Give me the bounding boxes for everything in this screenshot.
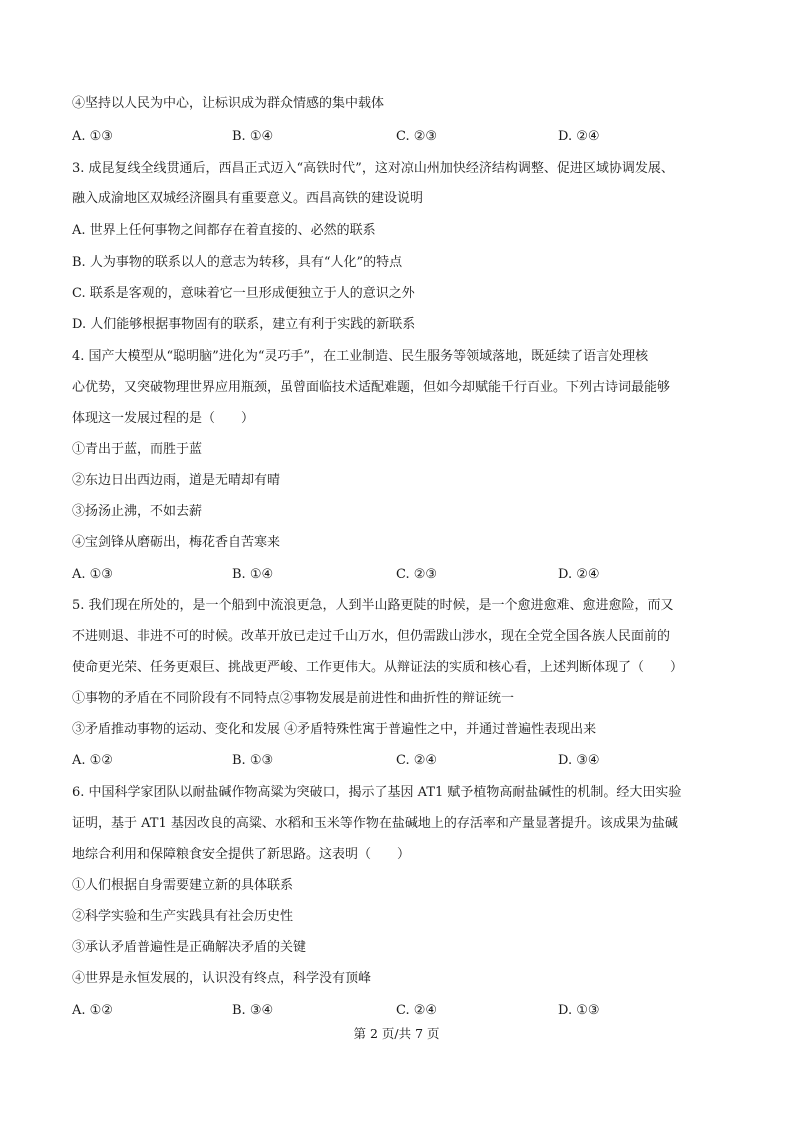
q6-stem-line-2: 证明，基于 AT1 基因改良的高粱、水稻和玉米等作物在盐碱地上的存活率和产量显著提升。该成果为盐碱 (72, 816, 678, 831)
statement-4: ④坚持以人民为中心，让标识成为群众情感的集中载体 (72, 96, 385, 111)
q3-stem-line-2: 融入成渝地区双城经济圈具有重要意义。西昌高铁的建设说明 (72, 191, 424, 206)
q4-statement-1: ①青出于蓝，而胜于蓝 (72, 442, 203, 457)
q5-options (72, 752, 732, 770)
q3-stem-line-1: 3. 成昆复线全线贯通后，西昌正式迈入“高铁时代”，这对凉山州加快经济结构调整、促进区域协调发展、 (72, 161, 674, 176)
q2-option-a: A. ①③ (72, 129, 113, 144)
q4-options (72, 566, 732, 584)
page-footer: 第 2 页/共 7 页 (353, 1026, 440, 1041)
q4-statement-2: ②东边日出西边雨，道是无晴却有晴 (72, 473, 281, 488)
q4-option-b: B. ①④ (232, 567, 274, 582)
q5-stem-line-1: 5. 我们现在所处的，是一个船到中流浪更急，人到半山路更陡的时候，是一个愈进愈难、愈进愈险，而又 (72, 598, 674, 613)
q6-stem-line-1: 6. 中国科学家团队以耐盐碱作物高粱为突破口，揭示了基因 AT1 赋予植物高耐盐碱性的机制。经大田实验 (72, 785, 682, 800)
q5-option-a: A. ①② (72, 753, 113, 768)
q6-option-c: C. ②④ (396, 1003, 438, 1018)
q4-statement-3: ③扬汤止沸，不如去薪 (72, 504, 203, 519)
q5-option-c: C. ②④ (396, 753, 438, 768)
q4-stem-line-3: 体现这一发展过程的是（ ） (72, 411, 255, 426)
q4-stem-line-1: 4. 国产大模型从“聪明脑”进化为“灵巧手”，在工业制造、民生服务等领域落地，既延续了语言处理核 (72, 349, 649, 364)
q2-option-c: C. ②③ (396, 129, 438, 144)
q4-option-a: A. ①③ (72, 567, 113, 582)
q2-options (72, 128, 732, 146)
q6-option-b: B. ③④ (232, 1003, 274, 1018)
q4-option-d: D. ②④ (558, 567, 600, 582)
q6-option-a: A. ①② (72, 1003, 113, 1018)
q6-statement-3: ③承认矛盾普遍性是正确解决矛盾的关键 (72, 940, 307, 955)
q4-statement-4: ④宝剑锋从磨砺出，梅花香自苦寒来 (72, 535, 281, 550)
q3-option-d: D. 人们能够根据事物固有的联系，建立有利于实践的新联系 (72, 317, 416, 332)
q6-statement-1: ①人们根据自身需要建立新的具体联系 (72, 878, 294, 893)
q5-stem-line-3: 使命更光荣、任务更艰巨、挑战更严峻、工作更伟大。从辩证法的实质和核心看，上述判断体现了（ ） (72, 660, 684, 675)
q4-option-c: C. ②③ (396, 567, 438, 582)
q6-statement-4: ④世界是永恒发展的，认识没有终点，科学没有顶峰 (72, 971, 372, 986)
q5-statements-3-4: ③矛盾推动事物的运动、变化和发展 ④矛盾特殊性寓于普遍性之中，并通过普遍性表现出来 (72, 722, 597, 737)
q5-statements-1-2: ①事物的矛盾在不同阶段有不同特点②事物发展是前进性和曲折性的辩证统一 (72, 691, 515, 706)
q3-option-c: C. 联系是客观的，意味着它一旦形成便独立于人的意识之外 (72, 286, 415, 301)
q6-statement-2: ②科学实验和生产实践具有社会历史性 (72, 909, 294, 924)
q2-option-d: D. ②④ (558, 129, 600, 144)
q6-stem-line-3: 地综合利用和保障粮食安全提供了新思路。这表明（ ） (72, 847, 411, 862)
q3-option-b: B. 人为事物的联系以人的意志为转移，具有“人化”的特点 (72, 255, 403, 270)
q6-options (72, 1002, 732, 1020)
q6-option-d: D. ①③ (558, 1003, 600, 1018)
q3-option-a: A. 世界上任何事物之间都存在着直接的、必然的联系 (72, 223, 376, 238)
q2-option-b: B. ①④ (232, 129, 274, 144)
q4-stem-line-2: 心优势，又突破物理世界应用瓶颈，虽曾面临技术适配难题，但如今却赋能千行百业。下列古诗词最能够 (72, 380, 671, 395)
q5-option-b: B. ①③ (232, 753, 274, 768)
q5-option-d: D. ③④ (558, 753, 600, 768)
q5-stem-line-2: 不进则退、非进不可的时候。改革开放已走过千山万水，但仍需跋山涉水，现在全党全国各族人民面前的 (72, 629, 671, 644)
